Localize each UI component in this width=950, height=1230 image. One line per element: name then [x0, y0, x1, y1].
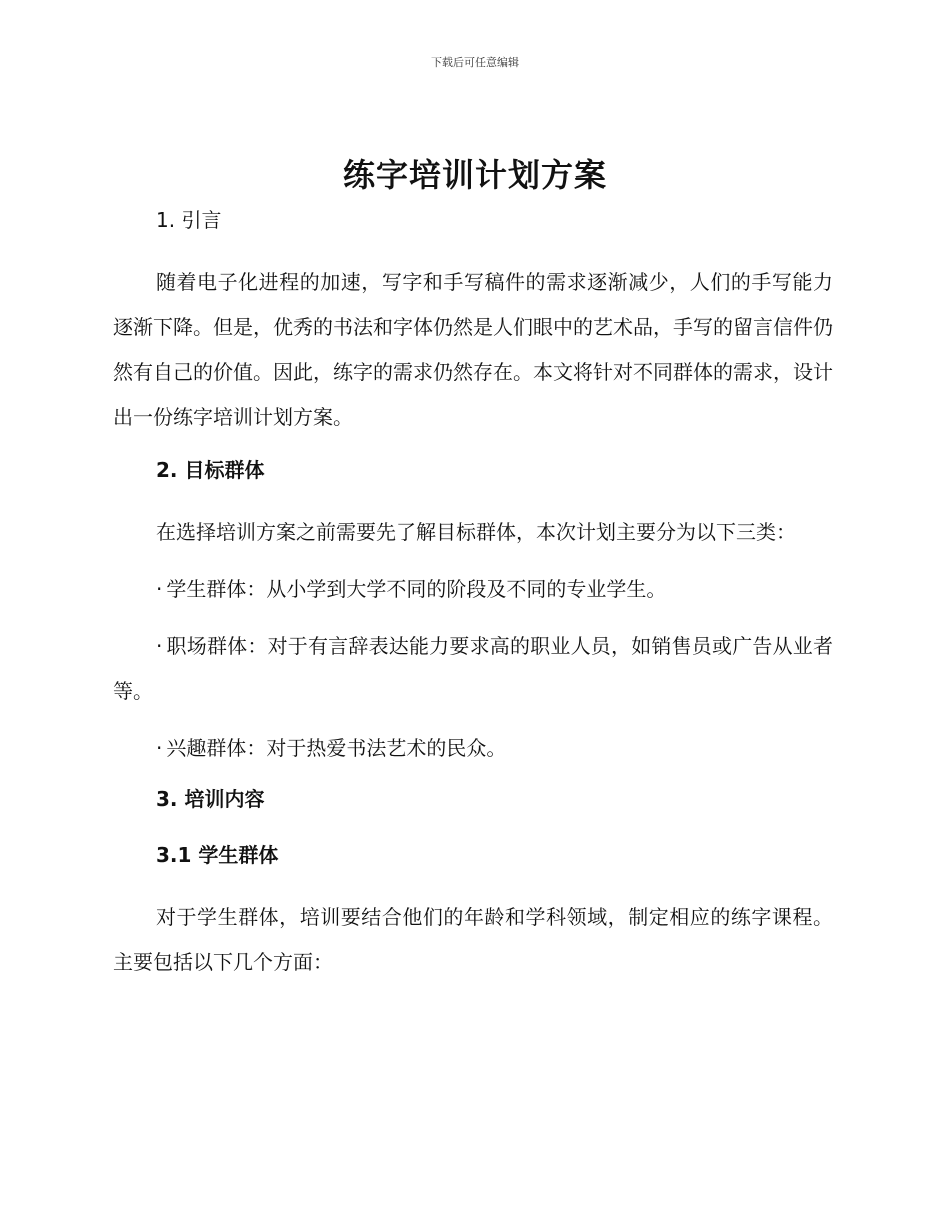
subsection-heading-students: 3.1 学生群体	[156, 843, 279, 867]
document-title: 练字培训计划方案	[342, 156, 607, 194]
document-body	[113, 204, 833, 997]
bullet-dot-icon: ·	[156, 736, 163, 760]
intro-paragraph: 随着电子化进程的加速，写字和手写稿件的需求逐渐减少，人们的手写能力逐渐下降。但是，优秀的书法和字体仍然是人们眼中的艺术品，手写的留言信件仍然有自己的价值。因此，练字的需求仍然存在。本文将针对不同群体的需求，设计出一份练字培训计划方案。	[113, 270, 833, 429]
bullet-dot-icon: ·	[156, 634, 163, 658]
bullet-item-interest	[113, 726, 833, 771]
bullet-dot-icon: ·	[156, 577, 163, 601]
target-groups-paragraph: 在选择培训方案之前需要先了解目标群体，本次计划主要分为以下三类：	[156, 520, 796, 544]
section-heading-intro: 1. 引言	[156, 208, 222, 232]
page-header-note: 下载后可任意编辑	[431, 56, 519, 69]
section-heading-target-groups: 2. 目标群体	[156, 458, 265, 482]
bullet-text: 职场群体：对于有言辞表达能力要求高的职业人员，如销售员或广告从业者等。	[113, 634, 833, 703]
bullet-item-students	[113, 567, 833, 612]
bullet-item-workplace	[113, 624, 833, 714]
students-paragraph: 对于学生群体，培训要结合他们的年龄和学科领域，制定相应的练字课程。主要包括以下几个方面：	[113, 905, 833, 974]
bullet-text: 学生群体：从小学到大学不同的阶段及不同的专业学生。	[166, 577, 667, 601]
section-heading-training-content: 3. 培训内容	[156, 787, 265, 811]
bullet-text: 兴趣群体：对于热爱书法艺术的民众。	[166, 736, 507, 760]
